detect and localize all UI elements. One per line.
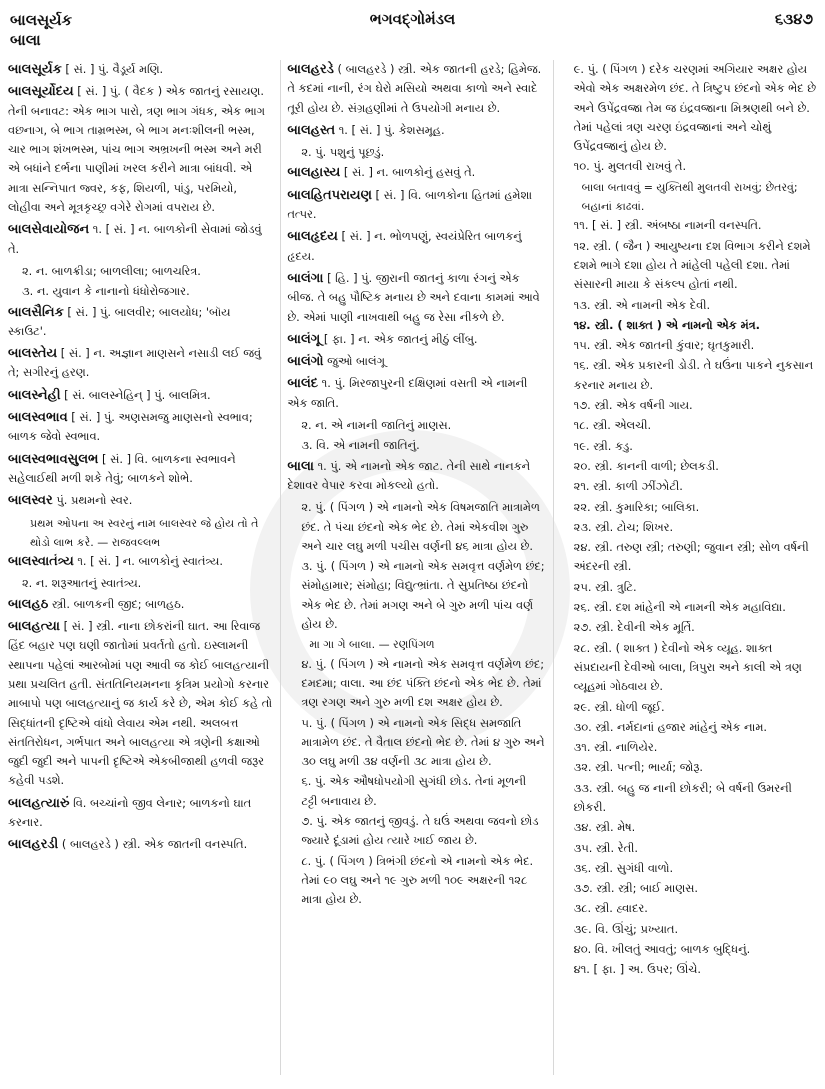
entry-sense: ૩. ન. યુવાન કે નાનાનો ધંધોરોજગાર. — [22, 284, 190, 299]
entry-headword: બાલસ્વર — [8, 493, 53, 509]
entry-headword: બાલહત્યા — [8, 619, 60, 635]
entry-sense: ૪. પું. ( પિંગળ ) એ નામનો એક સમવૃત્ત વર્ણમેળ છંદ; દમદમા; વાલા. આ છંદ પંક્તિ છંદનો એક ભેદ છે. તેમાં ત્રણ રગણ અને ગુરુ મળી દશ અક્ષર હોય છે. — [301, 656, 545, 710]
entry-headword: બાલસ્તેય — [8, 346, 58, 362]
entry-definition: વિ. બચ્ચાંનો જીવ લેનાર; બાળકનો ઘાત કરનાર. — [8, 795, 252, 829]
entry-headword: બાલંગો — [287, 354, 324, 370]
dictionary-entry — [8, 450, 272, 489]
dictionary-entry — [287, 269, 544, 327]
dictionary-entry — [8, 344, 272, 383]
dictionary-entry — [8, 60, 272, 79]
entry-definition: ૧. પું. મિરજાપુરની દક્ષિણમાં વસતી એ નામની એક જાતિ. — [287, 376, 528, 410]
dictionary-entry — [8, 595, 272, 614]
entry-headword: બાલહૃદય — [287, 229, 338, 245]
entry-sense: ૨૫. સ્ત્રી. ત્રુટિ. — [573, 579, 637, 594]
entry-headword: બાલંગા — [287, 270, 324, 286]
entry-sense: ૮. પું. ( પિંગળ ) ત્રિભંગી છંદનો એ નામનો એક ભેદ. તેમાં ૯૦ લઘુ અને ૧૯ ગુરુ મળી ૧૦૯ અક્ષરની ૧૨૮ માત્રા હોય છે. — [301, 853, 534, 907]
entry-definition: [ સં. ] પું. અણસમજુ માણસનો સ્વભાવ; બાળક જેવો સ્વભાવ. — [8, 410, 253, 444]
entry-sense: ૧૩. સ્ત્રી. એ નામની એક દેવી. — [573, 297, 711, 312]
dictionary-entry — [287, 330, 544, 349]
entry-headword: બાલસેવાયોજન — [8, 222, 90, 238]
entry-definition: ( બાલહરડે ) સ્ત્રી. એક જાતની હરડે; હિમેજ. તે કદમાં નાની, રંગ ઘેરો મસિયો અથવા કાળો અને સ્વાદે તૂરી હોય છે. સંગ્રહણીમાં તે ઉપયોગી મનાય છે. — [287, 62, 542, 115]
dictionary-entry — [287, 60, 544, 118]
entry-headword: બાલસૂર્યક — [8, 62, 62, 77]
entry-definition: પું. પ્રથમનો સ્વર. — [52, 493, 133, 508]
entry-definition: ૧. [ સં. ] ન. બાળકોની સેવામાં જોડવું તે. — [8, 222, 262, 256]
entry-definition: [ સં. ] પું. બાલવીર; બાલયોધ; 'બૉય સ્કાઉટ'. — [8, 304, 231, 338]
entry-sense: ૧૭. સ્ત્રી. એક વર્ષની ગાય. — [573, 398, 693, 413]
entry-sense: ૨. ન. શરૂઆતનું સ્વાતંત્ર્ય. — [22, 576, 142, 591]
dictionary-entry — [287, 186, 544, 225]
dictionary-entry — [8, 617, 272, 791]
entry-headword: બાલસ્વાતંત્ર્ય — [8, 554, 74, 570]
guide-word-bottom: બાલા — [10, 31, 41, 49]
entry-sense: ૩૯. વિ. ઊંચું; પ્રખ્યાત. — [573, 921, 679, 936]
entry-sense: ૩. પું. ( પિંગળ ) એ નામનો એક સમવૃત્ત વર્ણમેળ છંદ; સંમોહામાર; સંમોહા; વિદ્યુત્ભ્રાંતા. તે સુપ્રતિષ્ઠા છંદનો એક ભેદ છે. તેમાં મગણ અને બે ગુરુ મળી પાંચ વર્ણ હોય છે. — [301, 559, 545, 632]
entry-definition: [ સં. ] ન. અજ્ઞાન માણસને નસાડી લઈ જવું તે; સગીરનું હરણ. — [8, 346, 262, 380]
entry-sense: ૪૧. [ ફા. ] અ. ઉપર; ઊંચે. — [573, 962, 701, 977]
entry-headword: બાલહસ્ત — [287, 122, 336, 138]
entry-sense: ૩૪. સ્ત્રી. મેષ. — [573, 820, 636, 835]
entry-sense: ૧૯. સ્ત્રી. કડુ. — [573, 438, 633, 453]
entry-definition: સ્ત્રી. બાળકની જીદ; બાળહઠ. — [48, 596, 185, 611]
entry-definition: [ હિ. ] પું. જીરાની જાતનું કાળા રંગનું એક બીજ. તે બહુ પૌષ્ટિક મનાય છે અને દવાના કામમાં આવે છે. એમાં પાણી નાખવાથી બહુ જ રેસા નીકળે છે. — [287, 270, 540, 324]
column-3 — [553, 60, 817, 1075]
dictionary-entry — [287, 163, 544, 182]
entry-definition: [ સં. બાલસ્નેહિન્ ] પું. બાલમિત્ર. — [60, 387, 211, 402]
entry-definition: ( બાલહરડે ) સ્ત્રી. એક જાતની વનસ્પતિ. — [58, 837, 248, 852]
entry-headword: બાલહિતપરાયણ — [287, 187, 372, 203]
entry-sense: ૩૦. સ્ત્રી. નર્મદાનાં હજાર માંહેનું એક નામ. — [573, 719, 767, 734]
dictionary-entry — [287, 352, 544, 371]
dictionary-entry — [8, 82, 272, 217]
entry-headword: બાલહત્યારું — [8, 795, 70, 811]
dictionary-entry — [287, 227, 544, 266]
entry-headword: બાલંગૂ — [287, 331, 321, 347]
entry-sense: ૩૬. સ્ત્રી. સુગંધી વાળો. — [573, 860, 674, 875]
entry-sense: ૩૮. સ્ત્રી. હ્વાદર. — [573, 901, 648, 916]
guide-word-top: બાલસૂર્યક — [10, 11, 73, 29]
entry-quotation: પ્રથમ ઓપના અ સ્વરનું નામ બાલસ્વર જે હોય તો તે થોડો લાભ કરે. — રાજવલ્લભ — [30, 516, 259, 549]
entry-sense: ૧૬. સ્ત્રી. એક પ્રકારની ડોડી. તે ઘઉંના પાકને નુકસાન કરનાર મનાય છે. — [573, 358, 814, 392]
entry-sense: ૩. વિ. એ નામની જાતિનું. — [301, 438, 420, 453]
dictionary-entry — [8, 794, 272, 833]
dictionary-entry — [287, 457, 544, 496]
entry-definition: [ સં. ] પું. વૈડૂર્ય મણિ. — [61, 62, 164, 76]
entry-sense: ૫. પું. ( પિંગળ ) એ નામનો એક સિદ્ધ સમજાતિ માત્રામેળ છંદ. તે વૈતાલ છંદનો ભેદ છે. તેમાં ૪ ગુરુ અને ૩૦ લઘુ મળી ૩૪ વર્ણની ૩૮ માત્રા હોય છે. — [301, 715, 545, 769]
entry-sense: ૨૩. સ્ત્રી. ટોચ; શિખર. — [573, 519, 674, 534]
entry-sense: ૯. પું. ( પિંગળ ) દરેક ચરણમાં અગિયાર અક્ષર હોય એવો એક અક્ષરમેળ છંદ. તે ત્રિષ્ટુપ છંદનો એક ભેદ છે અને ઉપેંદ્રવજ્રા તેમ જ ઇંદ્રવજ્રાના મિશ્રણથી બને છે. તેમાં પહેલાં ત્રણ ચરણ ઇંદ્રવજ્રાનાં અને ચોથું ઉપેંદ્રવજ્રાનું હોય છે. — [573, 62, 817, 154]
entry-sense: ૧૧. [ સં. ] સ્ત્રી. અંબષ્ઠા નામની વનસ્પતિ. — [573, 218, 762, 233]
entry-definition: [ ફા. ] ન. એક જાતનું મીઠું લીંબુ. — [320, 331, 478, 346]
entry-sense: ૨૧. સ્ત્રી. કાળી ઝીંઝોટી. — [573, 479, 683, 494]
entry-headword: બાલસ્વભાવસુલભ — [8, 451, 99, 467]
entry-sense: ૨૦. સ્ત્રી. કાનની વાળી; છેલકડી. — [573, 458, 719, 473]
entry-sense: ૩૭. સ્ત્રી. સ્ત્રી; બાઈ માણસ. — [573, 881, 699, 896]
entry-sense: ૧૨. સ્ત્રી. ( જૈન ) આયુષ્યના દશ વિભાગ કરીને દશમે દશમે ભાગે દશા હોય તે માંહેલી પહેલી દશા. તેમાં સંસારની માયા કે સંકલ્પ હોતાં નથી. — [573, 238, 811, 292]
dictionary-entry — [8, 835, 272, 854]
entry-sense: ૨૭. સ્ત્રી. દેવીની એક મૂર્તિ. — [573, 620, 695, 635]
entry-quotation: બાલા બતાવવું = યુક્તિથી મુલતવી રાખવું; છેતરવું; બહાનાં કાઢવાં. — [581, 180, 798, 214]
page-header — [8, 6, 817, 58]
entry-sense: ૨૯. સ્ત્રી. ધોળી જૂઈ. — [573, 699, 665, 714]
entry-definition: [ સં. ] વિ. બાળકોના હિતમાં હમેશા તત્પર. — [287, 187, 533, 222]
entry-headword: બાલહાસ્ય — [287, 165, 341, 181]
entry-sense: ૧૪. સ્ત્રી. ( શાક્ત ) એ નામનો એક મંત્ર. — [573, 317, 760, 332]
entry-headword: બાલસૈનિક — [8, 304, 64, 320]
entry-headword: બાલસ્વભાવ — [8, 410, 68, 426]
entry-headword: બાલસૂર્યોદય — [8, 84, 74, 100]
entry-headword: બાલા — [287, 458, 314, 474]
entry-sense: ૩૫. સ્ત્રી. રેતી. — [573, 840, 639, 855]
page-number: ૬૩૪૭ — [774, 10, 813, 28]
dictionary-entry — [8, 408, 272, 447]
dictionary-entry — [8, 303, 272, 342]
running-head: ભગવદ્ગોમંડલ — [369, 10, 456, 28]
entry-sense: ૨૮. સ્ત્રી. ( શાક્ત ) દેવીનો એક વ્યૂહ. શાક્ત સંપ્રદાયની દેવીઓ બાલા, ત્રિપુરા અને કાલી એ ત્રણ વ્યૂહમાં ગોઠવાય છે. — [573, 640, 802, 694]
dictionary-entry — [8, 552, 272, 571]
entry-sense: ૬. પું. એક ઔષધોપયોગી સુગંધી છોડ. તેનાં મૂળની ટટ્ટી બનાવાય છે. — [301, 774, 527, 808]
entry-sense: ૨૨. સ્ત્રી. કુમારિકા; બાલિકા. — [573, 499, 700, 514]
dictionary-entry — [287, 374, 544, 413]
entry-definition: [ સં. ] સ્ત્રી. નાના છોકરાંની ઘાત. આ રિવાજ હિંદ બહાર પણ ઘણી જાતોમાં પ્રવર્તતો હતો. ઇસ્લામની સ્થાપના પહેલાં આરબોમાં પણ આવી જ કોઈ બાલહત્યાની પ્રથા પ્રચલિત હતી. સંતતિનિયમનના કૃત્રિમ પ્રયોગો કરનાર માબાપો પણ બાલહત્યાનું જ કાર્ય કરે છે, એમ કોઈ કહે તો સિદ્ધાંતની દૃષ્ટિએ વાંધો લેવાય એમ નથી. અલબત્ત સંતતિરોધન, ગર્ભપાત અને બાલહત્યા એ ત્રણેની કક્ષાઓ જુદી જુદી અને પાપની દૃષ્ટિએ એકબીજાથી હળવી જરૂર કહેવી પડશે. — [8, 619, 273, 788]
entry-headword: બાલહઠ — [8, 596, 49, 612]
entry-sense: ૨૬. સ્ત્રી. દશ માંહેની એ નામની એક મહાવિદ્યા. — [573, 600, 786, 615]
entry-headword: બાલહરડી — [8, 837, 59, 853]
entry-sense: ૨. પું. પશુનું પૂછડું. — [301, 145, 385, 160]
dictionary-entry — [8, 220, 272, 259]
entry-headword: બાલસ્નેહી — [8, 387, 61, 403]
entry-sense: ૨. પું. ( પિંગળ ) એ નામનો એક વિષમજાતિ માત્રામેળ છંદ. તે પંચા છંદનો એક ભેદ છે. તેમાં એકવીશ ગુરુ અને ચાર લઘુ મળી પચીસ વર્ણની ૪૬ માત્રા હોય છે. — [301, 500, 540, 553]
entry-definition: [ સં. ] ન. ભોળપણું, સ્વયંપ્રેરિત બાળકનું હૃદય. — [287, 229, 522, 263]
entry-sense: ૨. ન. એ નામની જાતિનું માણસ. — [301, 418, 452, 433]
entry-sense: ૪૦. વિ. ખીલતું આવતું; બાળક બુદ્ધિનું. — [573, 942, 751, 957]
entry-sense: ૭. પું. એક જાતનું જીવડું. તે ઘઉં અથવા જવનો છોડ જ્યારે દૂંડામાં હોય ત્યારે ખાઈ જાય છે. — [301, 813, 539, 848]
column-1 — [8, 60, 272, 1075]
entry-definition: [ સં. ] ન. બાળકોનું હસવું તે. — [340, 165, 476, 180]
dictionary-entry — [8, 386, 272, 405]
entry-definition: ૧. [ સં. ] પું. કેશસમૂહ. — [335, 122, 445, 137]
entry-sense: ૧૦. પું. મુલતવી રાખવું તે. — [573, 159, 687, 174]
entry-definition: [ સં. ] વિ. બાળકના સ્વભાવને સહેલાઈથી મળી શકે તેવું; બાળકને શોભે. — [8, 451, 236, 485]
entry-sense: ૧૮. સ્ત્રી. એલચી. — [573, 418, 652, 433]
entry-sense: ૨૪. સ્ત્રી. તરુણ સ્ત્રી; તરુણી; જુવાન સ્ત્રી; સોળ વર્ષની અંદરની સ્ત્રી. — [573, 540, 809, 574]
dictionary-entry — [287, 121, 544, 140]
entry-definition: [ સં. ] પું. ( વૈદક ) એક જાતનું રસાયણ. તેની બનાવટ: એક ભાગ પારો, ત્રણ ભાગ ગંધક, એક ભાગ વછનાગ, બે ભાગ તામ્રભસ્મ, બે ભાગ મનઃશીલની ભસ્મ, ચાર ભાગ શંખભસ્મ, પાંચ ભાગ અભ્રખની ભસ્મ અને મરી એ બધાંને દર્ભના પાણીમાં ખરલ કરીને માત્રા બાંધવી. એ માત્રા સન્નિપાત જ્વર, કફ, શિયળી, પાંડુ, પરમિયો, લોહીવા અને મૂત્રકૃચ્છ્ર વગેરે રોગમાં વપરાય છે. — [8, 84, 265, 215]
entry-sense: ૩૩. સ્ત્રી. બહુ જ નાની છોકરી; બે વર્ષની ઉમરની છોકરી. — [573, 780, 792, 814]
entry-sense: ૩૧. સ્ત્રી. નાળિયેર. — [573, 740, 658, 755]
entry-headword: બાલંદ — [287, 376, 319, 392]
dictionary-columns — [8, 60, 817, 1075]
entry-headword: બાલહરડે — [287, 62, 334, 77]
entry-definition: જુઓ બાલંગૂ — [323, 354, 385, 369]
entry-definition: ૧. પું. એ નામનો એક જાટ. તેની સાથે નાનકને દેશાવર વેપાર કરવા મોકલ્યો હતો. — [287, 458, 531, 492]
entry-sense: ૨. ન. બાળક્રીડા; બાળલીલા; બાળચરિત્ર. — [22, 263, 201, 278]
dictionary-entry — [8, 491, 272, 510]
column-2 — [280, 60, 544, 1075]
entry-sense: ૧૫. સ્ત્રી. એક જાતની કુંવાર; ઘૃતકુમારી. — [573, 338, 755, 353]
entry-quotation: મા ગા ગે બાલા. — રણપિંગળ — [309, 638, 435, 652]
entry-sense: ૩૨. સ્ત્રી. પત્ની; ભાર્યા; જોરૂ. — [573, 760, 704, 775]
entry-definition: ૧. [ સં. ] ન. બાળકોનું સ્વાતંત્ર્ય. — [73, 554, 223, 569]
